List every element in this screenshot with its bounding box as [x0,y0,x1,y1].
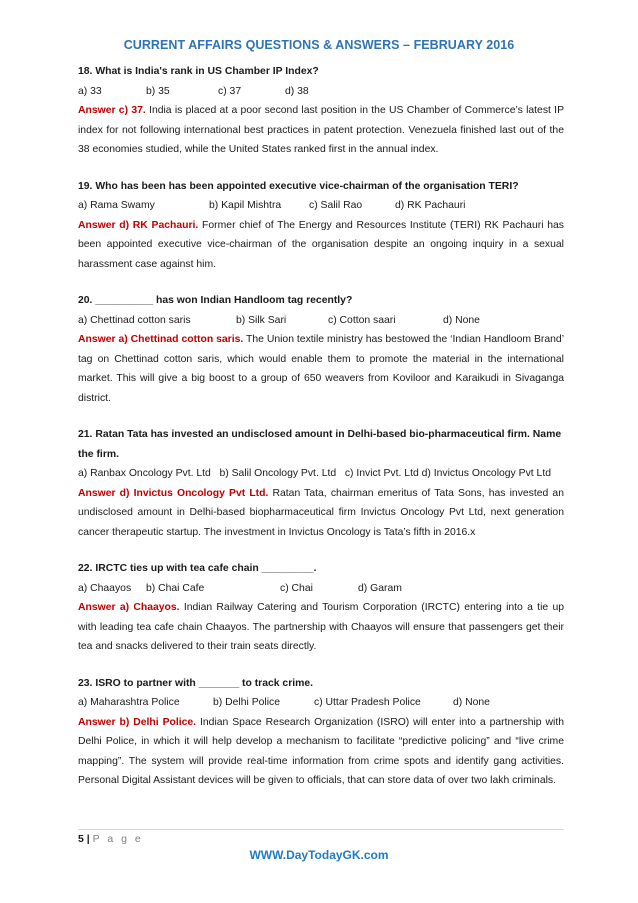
answer-text: Indian Railway Catering and Tourism Corporation (IRCTC) entering into a tie up with leading tea cafe chain Chaayos. The partnership with Chaayos will ensure that passengers get their tea and snacks delivered to their train seats directly. [78,602,564,652]
qa-content [78,62,564,791]
answer-label: Answer c) 37. [78,105,146,116]
question-block-21 [78,425,564,542]
option-c: c) Cotton saari [328,314,396,326]
answer-paragraph [78,484,564,543]
option-a: a) Rama Swamy [78,200,155,211]
page-number-value: 5 [78,833,84,845]
answer-label: Answer b) Delhi Police. [78,716,197,728]
question-block-18 [78,62,564,160]
option-c: c) Chai [280,582,313,594]
question-text: 20. __________ has won Indian Handloom tag recently? [78,295,353,306]
question-text: 22. IRCTC ties up with tea cafe chain _________. [78,563,317,574]
answer-paragraph [78,216,564,275]
answer-paragraph [78,598,564,657]
option-b: b) 35 [146,85,170,97]
answer-label: Answer d) RK Pachauri. [78,219,199,231]
option-d: d) RK Pachauri [395,200,466,211]
option-b: b) Kapil Mishtra [209,200,282,211]
question-block-22 [78,559,564,657]
question-block-23 [78,674,564,791]
options-row [78,579,564,599]
options-row [78,196,564,216]
option-c: c) 37 [218,85,242,97]
answer-text: Former chief of The Energy and Resources Institute (TERI) RK Pachauri has been appointed executive vice-chairman of the organisation despite an ongoing inquiry in a sexual harassment case against him. [78,219,564,270]
options-row [78,693,564,713]
option-a: a) 33 [78,85,102,97]
answer-label: Answer d) Invictus Oncology Pvt Ltd. [78,487,269,499]
option-b: b) Silk Sari [236,314,287,326]
question-block-19 [78,177,564,275]
answer-label: Answer a) Chettinad cotton saris. [78,334,244,345]
answer-paragraph [78,713,564,791]
option-d: d) 38 [285,85,309,97]
website-link[interactable]: WWW.DayTodayGK.com [249,848,389,862]
page-word: P a g e [92,833,144,845]
option-b: b) Delhi Police [213,697,280,708]
answer-text: The Union textile ministry has bestowed the ‘Indian Handloom Brand’ tag on Chettinad cotton saris, which would enable them to promote the material in the international market. This will give a big boost to a group of 650 weavers from Koviloor and Karaikudi in Sivaganga district. [78,334,565,404]
question-text: 18. What is India's rank in US Chamber IP Index? [78,66,319,77]
answer-paragraph [78,101,564,160]
footer-divider [78,829,564,830]
page-title: CURRENT AFFAIRS QUESTIONS & ANSWERS – FEBRUARY 2016 [123,38,515,52]
question-text: 19. Who has been has been appointed executive vice-chairman of the organisation TERI? [78,180,519,192]
answer-text: India is placed at a poor second last position in the US Chamber of Commerce’s latest IP index for not following international best practices in patent protection. Venezuela finished last out of the 38 economies studied, while the United States ranked first in the annual index. [78,105,564,155]
question-text: 21. Ratan Tata has invested an undisclosed amount in Delhi-based bio-pharmaceutical firm. Name the firm. [78,429,562,460]
question-text: 23. ISRO to partner with _______ to track crime. [78,677,314,689]
option-c: c) Salil Rao [309,200,363,211]
question-block-20 [78,291,564,408]
page-number-separator: | [86,833,90,845]
answer-label: Answer a) Chaayos. [78,602,180,613]
option-a: a) Chaayos [78,582,132,594]
option-d: d) None [453,697,490,708]
options-row [78,82,564,102]
option-a: a) Chettinad cotton saris [78,314,191,326]
options-row [78,311,564,331]
option-d: d) None [443,314,480,326]
option-b: b) Chai Cafe [146,582,205,594]
option-d: d) Garam [358,582,402,594]
options-row: a) Ranbax Oncology Pvt. Ltd b) Salil Oncology Pvt. Ltd c) Invict Pvt. Ltd d) Invictus Oncology Pvt Ltd [78,468,551,479]
answer-text: Indian Space Research Organization (ISRO) will enter into a partnership with Delhi Police, in which it will help develop a mechanism to facilitate “predictive policing” and “live crime mapping”. The system will provide real-time information from crime spots and identify gang activities. Personal Digital Assistant devices will be given to officials, that can store data of over two lakh criminals. [78,716,564,786]
answer-paragraph [78,330,564,408]
option-a: a) Maharashtra Police [78,697,180,708]
answer-text: Ratan Tata, chairman emeritus of Tata Sons, has invested an undisclosed amount in Delhi-based biopharmaceutical firm Invictus Oncology Pvt Ltd, next generation cancer therapeutic startup. The investment in Invictus Oncology is Tata’s fifth in 2016.x [78,487,564,538]
page-number [78,833,143,845]
option-c: c) Uttar Pradesh Police [314,697,421,708]
